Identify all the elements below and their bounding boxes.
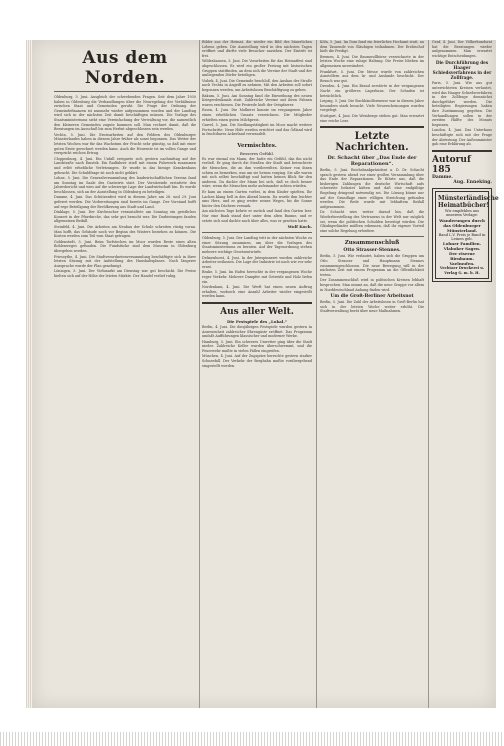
ad-book: Vlaboker Sagen. <box>443 246 481 252</box>
body-text: Hamburg, 5. Juni. Ein schweres Unwetter ging über die Stadt nieder. Zahlreiche Keller wurden überschwemmt, und die Feuerwehr mußte in vielen Fällen eingreifen. <box>202 339 312 353</box>
letzte-nachrichten-title: Letzte Nachrichten. <box>335 131 409 154</box>
divider <box>432 150 492 152</box>
body-text: Der Zusammenschluß wird in politischen Kreisen lebhaft besprochen. Man nimmt an, daß die neue Gruppe vor allem in Norddeutschland Anhang finden wird. <box>320 278 424 292</box>
body-text: Steinfeld, 4. Juni. Die Arbeiten am Neubau der Schule schreiten rüstig voran. Man hofft, das Gebäude noch vor Beginn des Winters beziehen zu können. Die Kosten werden zum Teil vom Staat getragen. <box>54 225 196 239</box>
aus-aller-welt-heading: Aus aller Welt. <box>220 306 294 317</box>
body-text: Am nächsten Tage kehrte er zurück und fand den Garten leer. Nur eine Bank stand dort unter dem alten Baume, und er setzte sich und dachte nach über alles, was er gesehen hatte. <box>202 209 312 223</box>
ad-intro: Wir empfehlen aus unserem Verlage: <box>444 208 480 218</box>
body-text: Berlin, 5. Juni. Wie verlautet, haben sich die Gruppen um Otto Strasser und Hauptmann Stennes zusammengeschlossen. Die neue Bewegung will in der nächsten Zeit mit einem Programm an die Öffentlichkeit treten. <box>320 254 424 277</box>
headline: Aus dem Norden. <box>82 48 168 88</box>
section-heading: Die Durchführung des Haager Schiedsverfahrens in der Zollfrage. <box>432 60 492 81</box>
body-text: Essen, 4. Juni. Die Molkerei konnte im vergangenen Jahre einen erheblichen Umsatz verzeichnen. Die Mitglieder erhielten einen guten Milchpreis. <box>202 108 312 122</box>
section-subheading: Besseres Gefühl. <box>239 150 275 156</box>
ad-publisher: Vechtaer Druckerei u. Verlag G. m. b. H. <box>439 266 485 275</box>
section-heading: Zusammenschluß <box>344 240 400 247</box>
ad-book: Lohner Familien. <box>442 241 482 247</box>
column-rule <box>199 40 200 708</box>
autoruf-place: Damme. <box>432 174 453 180</box>
body-text: Cloppenburg, 4. Juni. Ein Unfall ereignete sich gestern nachmittag auf der Landstraße nach Emstek. Ein Radfahrer stieß mit einem Fuhrwerk zusammen und erlitt erhebliche Verletzungen. Er wurde in das hiesige Krankenhaus gebracht. Die Schuldfrage ist noch nicht geklärt. <box>54 156 196 175</box>
body-text: Stuttgart, 4. Juni. Die Weinberge stehen gut. Man erwartet eine reiche Lese. <box>320 113 424 123</box>
body-text: Genf, 4. Juni. Der Völkerbundsrat hat die Beratungen wieder aufgenommen. Man erwartet wichtige Entscheidungen. <box>432 40 492 58</box>
body-text: Brake, 5. Juni. Im Hafen herrschte in der vergangenen Woche reger Verkehr. Mehrere Dampfer mit Getreide und Holz liefen ein. <box>202 270 312 284</box>
body-text: Dresden, 4. Juni. Ein Brand zerstörte in der vergangenen Nacht ein größeres Lagerhaus. Der Schaden ist beträchtlich. <box>320 84 424 98</box>
body-text: Köln, 5. Juni. Im Dom fand ein feierliches Hochamt statt, an dem Tausende von Gläubigen teilnahmen. Der Erzbischof hielt die Predigt. <box>320 40 424 54</box>
divider <box>320 236 424 237</box>
autoruf-name: Aug. Enneking. <box>453 179 492 185</box>
column-2 <box>202 40 312 708</box>
body-text: Delmenhorst, 4. Juni. In der Jutespinnerei wurden zahlreiche Arbeiter entlassen. Die Lage der Industrie ist nach wie vor sehr ernst. <box>202 255 312 269</box>
ad-book: Wanderungen durch das Oldenburger Münsterland. <box>439 217 485 233</box>
body-text: Garrel, 5. Juni. Die Siedlungstätigkeit im Moor macht weitere Fortschritte. Neue Höfe werden errichtet und das Ödland wird in fruchtbares Ackerland verwandelt. <box>202 123 312 137</box>
body-text: Friesoythe, 4. Juni. Die Stadtverordnetenversammlung beschäftigte sich in ihrer letzten Sitzung mit der Aufstellung des Haushaltsplanes. Nach längerer Aussprache wurde der Plan genehmigt. <box>54 254 196 268</box>
signature: Wolf Koch. <box>287 224 312 230</box>
column-4 <box>432 40 499 708</box>
body-text: Er kam an einem Garten vorbei, in dem Kinder spielten. Ihr Lachen klang hell in den Abend hinein. Da wurde ihm leichter ums Herz, und er ging weiter seines Weges, bis die Sonne hinter den Dächern versank. <box>202 190 312 208</box>
body-text: München, 4. Juni. Auf der Zugspitze herrschte gestern starker Schneefall. Der Verkehr der Bergbahn mußte vorübergehend eingestellt werden. <box>202 354 312 368</box>
section-subheading: Otto Strasser-Stennes. <box>343 248 401 254</box>
body-text: Dr. Schacht wies weiter darauf hin, daß die Wiederherstellung des Vertrauens in der Welt nur möglich sei, wenn die politischen Schulden beseitigt würden. Die Gläubigerländer müßten erkennen, daß ihr eigener Vorteil eine solche Regelung erfordere. <box>320 210 424 233</box>
autoruf-label: Autoruf <box>432 154 471 165</box>
body-text: Dinklage, 5. Juni. Der Kirchenchor veranstaltete am Sonntag ein geistliches Konzert in der Pfarrkirche, das sehr gut besucht war. Die Darbietungen fanden allgemeinen Beifall. <box>54 210 196 224</box>
section-heading: Vermischtes. <box>237 142 277 149</box>
body-text: London, 4. Juni. Das Unterhaus beschäftigte sich mit der Frage der Abrüstung. Der Außenminister gab eine Erklärung ab. <box>432 128 492 147</box>
film-strip <box>0 732 504 746</box>
column-rule <box>316 40 317 708</box>
body-text: Bremen, 4. Juni. Die Baumwollbörse verzeichnete in der letzten Woche eine ruhige Haltung. Die Preise blieben im allgemeinen unverändert. <box>320 54 424 68</box>
autoruf-number: 185 <box>432 164 451 175</box>
body-text: Wildeshausen, 5. Juni. Die Vorarbeiten für das Heimatfest sind abgeschlossen. Es wird ein großer Festzug mit historischen Gruppen stattfinden, an dem sich die Vereine der Stadt und der umliegenden Dörfer beteiligen. <box>202 59 312 78</box>
body-text: Bilder aus der Heimat, die wieder ein Bild des bäuerlichen Lebens geben. Die Ausstellung wird in den nächsten Tagen eröffnet und dürfte viele Besucher anziehen. Der Eintritt ist frei. <box>202 40 312 58</box>
divider <box>202 232 312 233</box>
body-text: Es war einmal ein Mann, der hatte ein Gefühl, das ihn nicht verließ. Er ging durch die Straßen der Stadt und betrachtete die Menschen, die an ihm vorübereilten. Keiner von ihnen schien zu bemerken, was um sie herum vorging. Sie alle waren mit sich selbst beschäftigt und hatten keinen Blick für den anderen. Da dachte der Mann bei sich, daß es doch besser wäre, wenn die Menschen mehr aufeinander achten würden. <box>202 156 312 189</box>
ad-book: Der eiserne Birnbaum. <box>449 251 475 262</box>
body-text: Lohne, 5. Juni. Die Generalversammlung des landwirtschaftlichen Vereins fand am Sonntag im Saale des Gastwirts statt. Der Vorsitzende erstattete den Jahresbericht und wies auf die schwierige Lage der Landwirtschaft hin. Es wurde beschlossen, sich an der Ausstellung in Oldenburg zu beteiligen. <box>54 176 196 194</box>
body-text: Berlin, 4. Juni. Die diesjährigen Festspiele wurden gestern in Anwesenheit zahlreicher Ehrengäste eröffnet. Das Programm umfaßt Aufführungen klassischer und moderner Werke. <box>202 324 312 339</box>
section-heading: Um die Groß-Berliner Arbeitsnot <box>330 294 414 300</box>
column-3 <box>320 40 424 708</box>
ad-book: Vaelmufen. <box>449 261 475 267</box>
letzte-nachrichten-sub: Dr. Schacht über „Das Ende der Reparationen“. <box>327 155 417 168</box>
body-text: Paris, 5. Juni. Wie aus gut unterrichteten Kreisen verlautet, wird das Haager Schiedsverfahren in der Zollfrage demnächst durchgeführt werden. Die beteiligten Regierungen haben ihre Zustimmung gegeben. Die Verhandlungen sollen in der zweiten Hälfte des Monats beginnen. <box>432 81 492 127</box>
body-text: Goldenstedt, 5. Juni. Beim Torfstechen im Moor wurden Reste eines alten Bohlenweges gefunden. Die Fundstücke sind dem Museum in Oldenburg übergeben worden. <box>54 239 196 253</box>
ad-desc: Band I–V. Preis je Band in Leinen geb. <box>438 232 486 241</box>
body-text: Berlin, 5. Juni. Reichsbankpräsident a. D. Dr. Schacht sprach gestern abend vor einer großen Versammlung über das Ende der Reparationen. Er führte aus, daß die bisherigen Zahlungen die deutsche Wirtschaft aufs schwerste belastet hätten und daß eine endgültige Regelung dringend notwendig sei. Die Lösung könne nur auf der Grundlage einer völligen Streichung gefunden werden. Die Rede wurde mit lebhaftem Beifall aufgenommen. <box>320 168 424 209</box>
column-rule <box>428 40 429 708</box>
ad-title: Münsterländische Heimatbücher! <box>438 194 499 209</box>
divider <box>202 302 312 304</box>
body-text: Leipzig, 5. Juni. Die Buchhändlermesse war in diesem Jahre besonders stark besucht. Viele Neuerscheinungen wurden vorgelegt. <box>320 99 424 113</box>
body-text: Frankfurt, 5. Juni. Die Messe wurde von zahlreichen Ausstellern aus dem In- und Auslande beschickt. Der Besuch war gut. <box>320 69 424 83</box>
autoruf-block <box>432 155 492 175</box>
divider <box>54 91 196 92</box>
advertisement <box>432 188 499 282</box>
left-margin <box>0 0 26 746</box>
divider <box>320 126 424 128</box>
body-text: Damme, 4. Juni. Das Schützenfest wird in diesem Jahre am 28. und 29. Juni gefeiert werden. Die Vorbereitungen sind bereits im Gange. Der Vorstand hofft auf rege Beteiligung der Bevölkerung aus Stadt und Land. <box>54 195 196 209</box>
body-text: Vechta, 5. Juni. Die Erntearbeiten auf den Feldern des Oldenburger Münsterlandes haben in diesem Jahre früher als sonst begonnen. Das Wetter der letzten Wochen war für das Wachstum der Frucht sehr günstig, so daß mit einer guten Ernte gerechnet werden kann. Auch die Heuernte ist im vollen Gange und verspricht reichen Ertrag. <box>54 132 196 156</box>
body-text: Bakum, 5. Juni. Am Sonntag fand die Einweihung des neuen Kriegerdenkmals statt. Zahlreiche Vereine mit ihren Fahnen waren erschienen. Die Festrede hielt der Ortspfarrer. <box>202 93 312 107</box>
body-text: Oldenburg, 5. Juni. Ausgleich der schwebenden Fragen. Seit dem Jahre 1930 haben in Oldenburg die Verhandlungen über die Neuregelung der Verhältnisse zwischen Staat und Gemeinden geruht. Die Frage der Ordnung der Gemeindefinanzen ist nunmehr wieder aufgenommen worden und der Landtag wird sich in der nächsten Zeit damit beschäftigen müssen. Die Vorlage des Staatsministeriums sieht eine Vereinfachung der Verwaltung vor, die namentlich den kleineren Gemeinden zugute kommen soll. Man rechnet damit, daß die Beratungen im Ausschuß bis zum Herbst abgeschlossen sein werden. <box>54 95 196 132</box>
body-text: Berlin, 5. Juni. Die Zahl der Arbeitslosen in Groß-Berlin hat sich in der letzten Woche weiter erhöht. Die Stadtverwaltung berät über neue Maßnahmen. <box>320 300 424 314</box>
body-text: Löningen, 5. Juni. Der Viehmarkt am Dienstag war gut beschickt. Die Preise hielten sich auf der Höhe der letzten Märkte. Der Handel verlief ruhig. <box>54 269 196 278</box>
aus-aller-welt-sub: Die Festspiele des „Lokal.“ <box>226 318 288 324</box>
column-1 <box>54 44 196 712</box>
newspaper-page <box>32 40 499 708</box>
body-text: Visbek, 4. Juni. Die Gemeinde beschloß, den Ausbau der Straße nach Vechta in Angriff zu nehmen. Mit den Arbeiten soll sofort begonnen werden, um Arbeitslosen Beschäftigung zu geben. <box>202 78 312 92</box>
body-text: Nordenham, 4. Juni. Die Werft hat einen neuen Auftrag erhalten, wodurch eine Anzahl Arbeiter wieder eingestellt werden kann. <box>202 285 312 299</box>
body-text: Oldenburg, 5. Juni. Der Landtag tritt in der nächsten Woche zu einer Sitzung zusammen, um über die Vorlagen des Staatsministeriums zu beraten. Auf der Tagesordnung stehen mehrere wichtige Gesetzentwürfe. <box>202 236 312 254</box>
advertisement-inner <box>435 191 499 279</box>
